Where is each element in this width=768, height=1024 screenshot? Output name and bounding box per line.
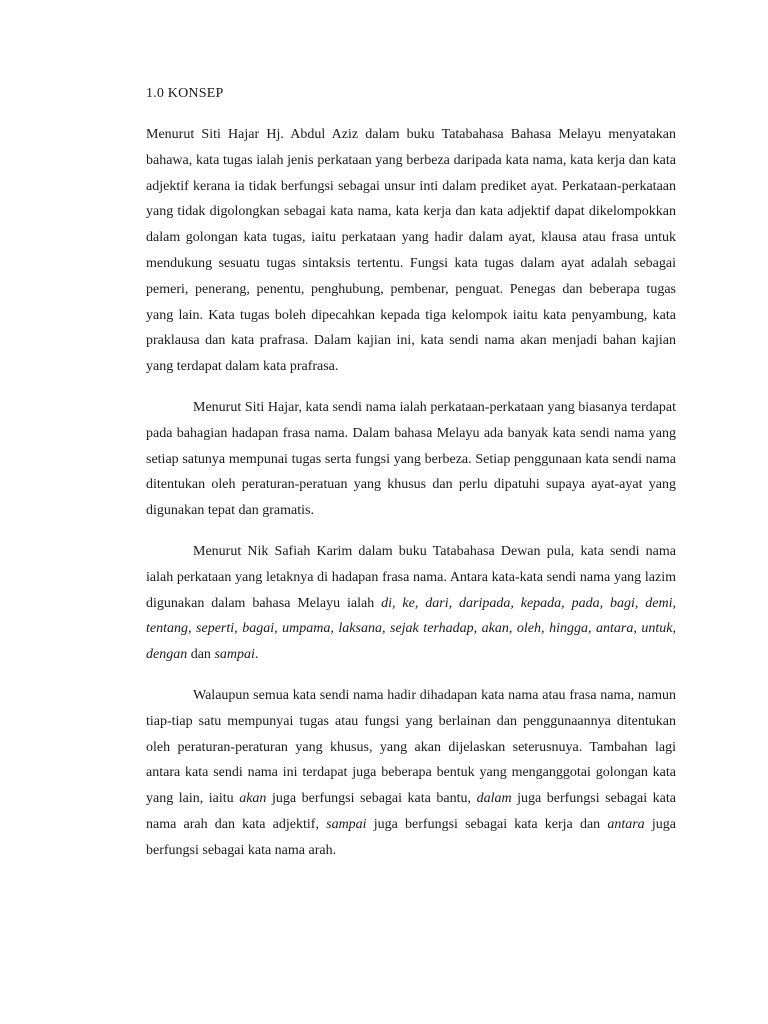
paragraph-1: Menurut Siti Hajar Hj. Abdul Aziz dalam buku Tatabahasa Bahasa Melayu menyatakan bahawa, kata tugas ialah jenis perkataan yang berbeza daripada kata nama, kata kerja dan kata adjektif kerana ia tidak berfungsi sebagai unsur inti dalam prediket ayat. Perkataan-perkataan yang tidak digolongkan sebagai kata nama, kata kerja dan kata adjektif dapat dikelompokkan dalam golongan kata tugas, iaitu perkataan yang hadir dalam ayat, klausa atau frasa untuk mendukung sesuatu tugas sintaksis tertentu. Fungsi kata tugas dalam ayat adalah sebagai pemeri, penerang, penentu, penghubung, pembenar, penguat. Penegas dan beberapa tugas yang lain. Kata tugas boleh dipecahkan kepada tiga kelompok iaitu kata penyambung, kata praklausa dan kata prafrasa. Dalam kajian ini, kata sendi nama akan menjadi bahan kajian yang terdapat dalam kata prafrasa. xyxy=(146,127,676,375)
paragraph-4-text-4: juga berfungsi sebagai kata kerja dan xyxy=(366,816,608,832)
paragraph-3-examples: di, ke, dari, daripada, kepada, pada, bagi, demi, tentang, seperti, bagai, umpama, laksana, sejak terhadap, akan, oleh, hingga, antara, untuk, dengan xyxy=(146,595,676,663)
paragraph-3-end: . xyxy=(254,647,259,663)
paragraph-4-text-3: juga berfungsi sebagai kata nama arah dan kata adjektif, xyxy=(146,791,676,832)
paragraph-4 xyxy=(146,683,676,864)
paragraph-2: Menurut Siti Hajar, kata sendi nama ialah perkataan-perkataan yang biasanya terdapat pada bahagian hadapan frasa nama. Dalam bahasa Melayu ada banyak kata sendi nama yang setiap satunya mempunai tugas serta fungsi yang berbeza. Setiap penggunaan kata sendi nama ditentukan oleh peraturan-peratuan yang khusus dan perlu dipatuhi supaya ayat-ayat yang digunakan tepat dan gramatis. xyxy=(146,399,676,519)
paragraph-4-text-2: juga berfungsi sebagai kata bantu, xyxy=(266,791,477,807)
paragraph-4-word-sampai: sampai xyxy=(326,816,367,832)
paragraph-4-word-dalam: dalam xyxy=(476,791,512,807)
paragraph-4-text-5: juga berfungsi sebagai kata nama arah. xyxy=(146,816,676,858)
paragraph-3-conj: dan xyxy=(187,647,215,663)
paragraph-4-word-antara: antara xyxy=(607,816,645,832)
paragraph-4-word-akan: akan xyxy=(239,791,267,807)
paragraph-4-text-1: Walaupun semua kata sendi nama hadir dihadapan kata nama atau frasa nama, namun tiap-tiap satu mempunyai tugas atau fungsi yang berlainan dan penggunaannya ditentukan oleh peraturan-peraturan yang khusus, yang akan dijelaskan seterusnuya. Tambahan lagi antara kata sendi nama ini terdapat juga beberapa bentuk yang menganggotai golongan kata yang lain, iaitu xyxy=(146,687,676,807)
paragraph-3 xyxy=(146,539,676,668)
paragraph-3-last: sampai xyxy=(214,647,255,663)
paragraph-3-lead: Menurut Nik Safiah Karim dalam buku Tatabahasa Dewan pula, kata sendi nama ialah perkataan yang letaknya di hadapan frasa nama. Antara kata-kata sendi nama yang lazim digunakan dalam bahasa Melayu ialah xyxy=(146,543,676,611)
section-heading: 1.0 KONSEP xyxy=(146,86,224,101)
